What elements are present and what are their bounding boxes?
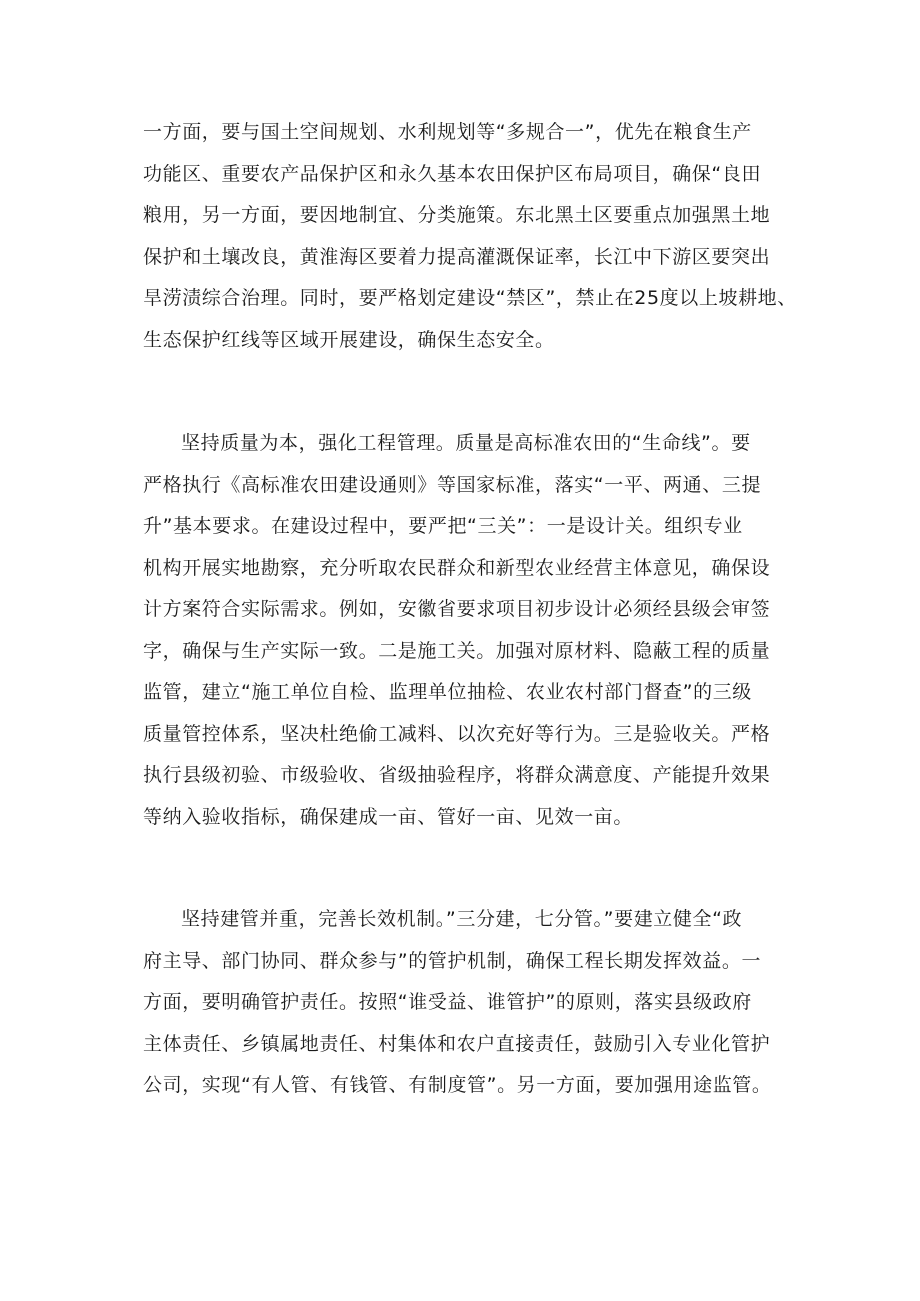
- text-line: 方面，要明确管护责任。按照“谁受益、谁管护”的原则，落实县级政府: [143, 991, 752, 1013]
- text-line: 坚持质量为本，强化工程管理。质量是高标准农田的“生命线”。要: [181, 432, 751, 454]
- paragraph-planning: [143, 112, 823, 361]
- text-line: 生态保护红线等区域开展建设，确保生态安全。: [143, 328, 555, 351]
- text-line: 保护和土壤改良，黄淮海区要着力提高灌溉保证率，长江中下游区要突出: [143, 245, 771, 268]
- paragraph-quality: [143, 423, 823, 838]
- text-line: 旱涝渍综合治理。同时，要严格划定建设“禁区”，禁止在25度以上坡耕地、: [143, 287, 797, 309]
- text-line: 粮用，另一方面，要因地制宜、分类施策。东北黑土区要重点加强黑土地: [143, 204, 771, 226]
- text-line: 质量管控体系，坚决杜绝偷工减料、以次充好等行为。三是验收关。严格: [143, 722, 771, 745]
- text-line: 等纳入验收指标，确保建成一亩、管好一亩、见效一亩。: [143, 805, 634, 828]
- text-line: 字，确保与生产实际一致。二是施工关。加强对原材料、隐蔽工程的质量: [143, 639, 771, 662]
- text-line: 坚持建管并重，完善长效机制。”三分建，七分管。”要建立健全“政: [181, 908, 743, 930]
- text-line: 机构开展实地勘察，充分听取农民群众和新型农业经营主体意见，确保设: [143, 556, 771, 579]
- text-line: 主体责任、乡镇属地责任、村集体和农户直接责任，鼓励引入专业化管护: [143, 1032, 771, 1055]
- text-line: 执行县级初验、市级验收、省级抽验程序，将群众满意度、产能提升效果: [143, 764, 771, 786]
- paragraph-management: [143, 899, 823, 1107]
- text-line: 公司，实现“有人管、有钱管、有制度管”。另一方面，要加强用途监管。: [143, 1074, 772, 1096]
- text-line: 升”基本要求。在建设过程中，要严把“三关”：一是设计关。组织专业: [143, 515, 743, 537]
- text-line: 监管，建立“施工单位自检、监理单位抽检、农业农村部门督查”的三级: [143, 681, 752, 703]
- text-line: 计方案符合实际需求。例如，安徽省要求项目初步设计必须经县级会审签: [143, 598, 771, 620]
- text-line: 府主导、部门协同、群众参与”的管护机制，确保工程长期发挥效益。一: [143, 949, 762, 972]
- text-line: 一方面，要与国土空间规划、水利规划等“多规合一”，优先在粮食生产: [143, 121, 752, 143]
- text-line: 功能区、重要农产品保护区和永久基本农田保护区布局项目，确保“良田: [143, 162, 762, 185]
- text-line: 严格执行《高标准农田建设通则》等国家标准，落实“一平、两通、三提: [143, 473, 762, 496]
